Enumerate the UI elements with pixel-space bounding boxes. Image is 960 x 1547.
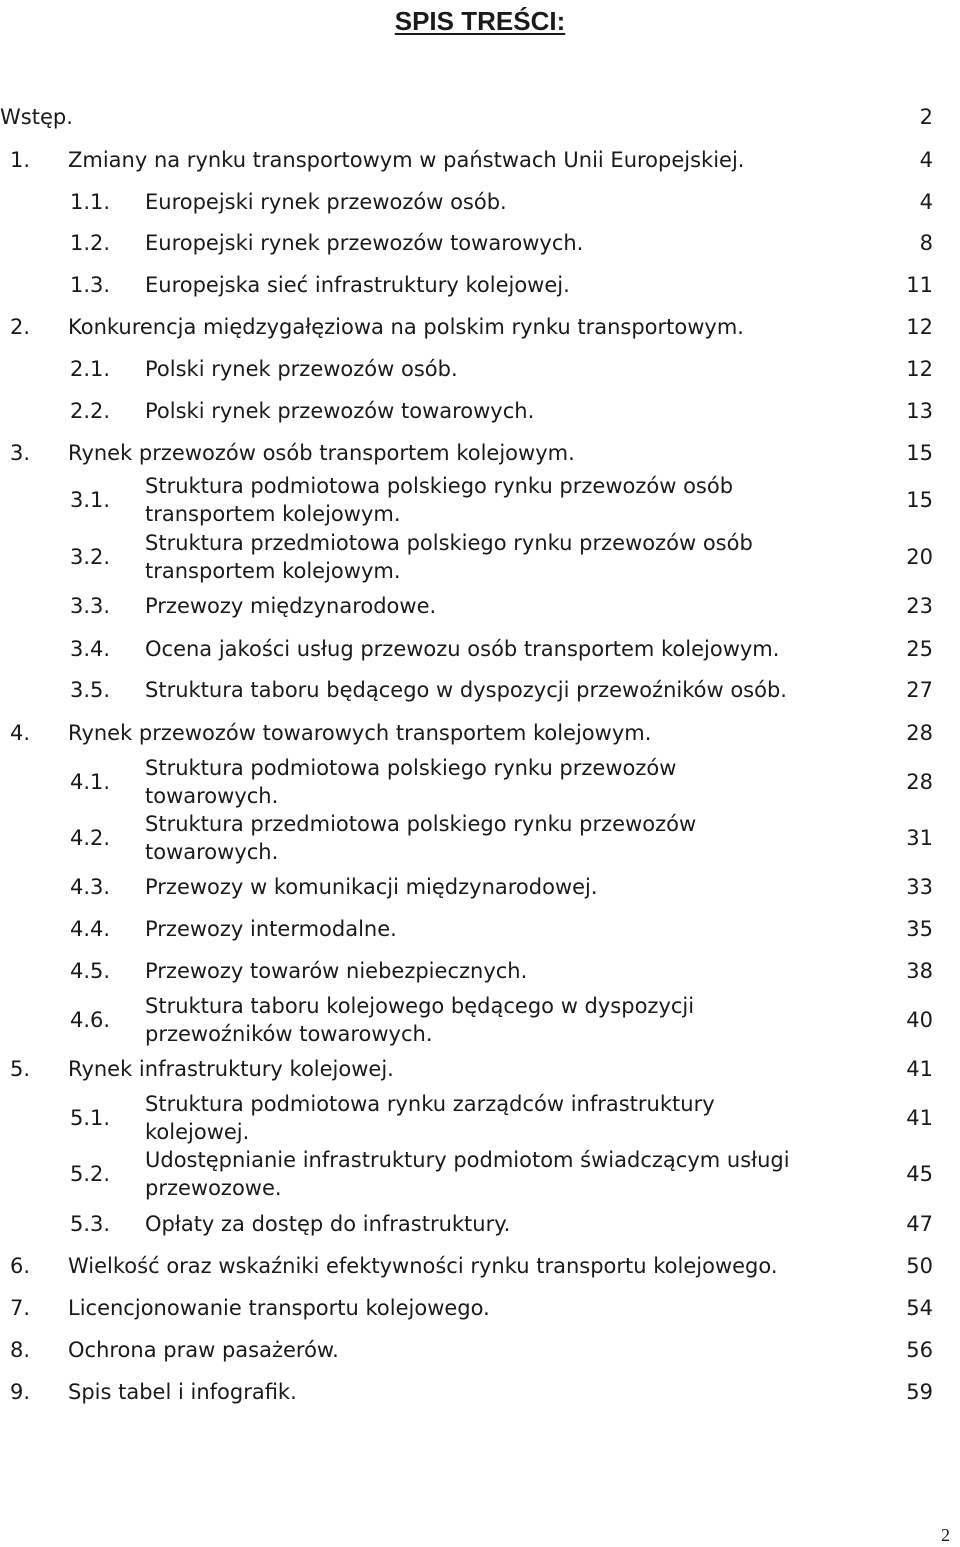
- toc-entry-title-line2: kolejowej.: [145, 1120, 250, 1144]
- toc-entry-title: Przewozy w komunikacji międzynarodowej.: [145, 875, 598, 899]
- toc-entry-title: [145, 1146, 790, 1202]
- toc-entry-page: 38: [906, 959, 933, 983]
- toc-entry: [0, 992, 960, 1048]
- toc-entry-number: 5.: [10, 1057, 31, 1081]
- toc-entry: [0, 676, 960, 704]
- toc-entry-number: 3.1.: [70, 488, 111, 512]
- toc-entry-page: 31: [906, 826, 933, 850]
- toc-entry-page: 33: [906, 875, 933, 899]
- toc-entry-title-line2: transportem kolejowym.: [145, 502, 401, 526]
- toc-entry-number: 3.2.: [70, 545, 111, 569]
- toc-entry: [0, 313, 960, 341]
- toc-entry: [0, 1210, 960, 1238]
- toc-entry-page: 27: [906, 678, 933, 702]
- page-number: 2: [941, 1525, 950, 1545]
- toc-entry: [0, 229, 960, 257]
- toc-entry: [0, 146, 960, 174]
- toc-entry-number: 1.: [10, 148, 31, 172]
- toc-entry-page: 25: [906, 637, 933, 661]
- toc-entry-page: 41: [906, 1057, 933, 1081]
- toc-entry-number: Wstęp.: [0, 105, 73, 129]
- toc-entry: [0, 635, 960, 663]
- toc-entry-title-line2: towarowych.: [145, 840, 279, 864]
- toc-entry-number: 4.4.: [70, 917, 111, 941]
- toc-entry-title: Wielkość oraz wskaźniki efektywności rynku transportu kolejowego.: [68, 1254, 778, 1278]
- toc-entry-title: [145, 810, 696, 866]
- toc-entry-title: Polski rynek przewozów towarowych.: [145, 399, 535, 423]
- toc-entry-page: 35: [906, 917, 933, 941]
- toc-entry-page: 47: [906, 1212, 933, 1236]
- toc-entry-page: 59: [906, 1380, 933, 1404]
- toc-entry: [0, 754, 960, 810]
- toc-entry: [0, 810, 960, 866]
- toc-entry-title: Rynek infrastruktury kolejowej.: [68, 1057, 394, 1081]
- toc-entry-title: Przewozy intermodalne.: [145, 917, 397, 941]
- toc-entry-title: Polski rynek przewozów osób.: [145, 357, 458, 381]
- toc-entry: [0, 1055, 960, 1083]
- toc-entry-page: 28: [906, 770, 933, 794]
- toc-entry-page: 4: [919, 148, 933, 172]
- toc-entry-number: 4.6.: [70, 1008, 111, 1032]
- toc-entry-page: 23: [906, 594, 933, 618]
- toc-entry: [0, 1294, 960, 1322]
- toc-entry-number: 2.1.: [70, 357, 111, 381]
- toc-entry: [0, 439, 960, 467]
- toc-entry-page: 4: [919, 190, 933, 214]
- toc-entry-page: 45: [906, 1162, 933, 1186]
- toc-entry-title-line2: przewozowe.: [145, 1176, 282, 1200]
- toc-entry: [0, 915, 960, 943]
- toc-entry-number: 1.3.: [70, 273, 111, 297]
- toc-entry-title: [145, 1090, 715, 1146]
- toc-entry-title-line2: towarowych.: [145, 784, 279, 808]
- toc-entry-title: Konkurencja międzygałęziowa na polskim rynku transportowym.: [68, 315, 744, 339]
- toc-entry: [0, 188, 960, 216]
- toc-entry-title-line1: Struktura przedmiotowa polskiego rynku przewozów: [145, 812, 697, 836]
- toc-entry-title-line1: Struktura podmiotowa rynku zarządców infrastruktury: [145, 1092, 715, 1116]
- toc-entry: [0, 355, 960, 383]
- toc-entry-number: 3.5.: [70, 678, 111, 702]
- toc-entry-title-line1: Struktura podmiotowa polskiego rynku przewozów osób: [145, 474, 734, 498]
- toc-entry-title: Europejski rynek przewozów towarowych.: [145, 231, 584, 255]
- toc-entry-number: 3.4.: [70, 637, 111, 661]
- toc-entry-number: 4.3.: [70, 875, 111, 899]
- toc-entry-title: [145, 529, 753, 585]
- toc-entry-page: 54: [906, 1296, 933, 1320]
- toc-entry: [0, 1336, 960, 1364]
- toc-entry-number: 4.5.: [70, 959, 111, 983]
- toc-entry-page: 8: [919, 231, 933, 255]
- toc-entry-number: 7.: [10, 1296, 31, 1320]
- toc-entry-title: Europejska sieć infrastruktury kolejowej.: [145, 273, 570, 297]
- toc-entry-page: 2: [919, 105, 933, 129]
- toc-entry-title-line2: przewoźników towarowych.: [145, 1022, 433, 1046]
- toc-entry: [0, 1378, 960, 1406]
- toc-entry: [0, 719, 960, 747]
- toc-entry-page: 15: [906, 488, 933, 512]
- toc-entry-number: 3.: [10, 441, 31, 465]
- toc-entry: [0, 1146, 960, 1202]
- toc-entry-title-line1: Struktura taboru kolejowego będącego w dyspozycji: [145, 994, 695, 1018]
- toc-entry-title: Licencjonowanie transportu kolejowego.: [68, 1296, 490, 1320]
- toc-entry-number: 8.: [10, 1338, 31, 1362]
- toc-entry-page: 12: [906, 315, 933, 339]
- toc-entry: [0, 957, 960, 985]
- toc-entry: [0, 271, 960, 299]
- toc-entry-number: 6.: [10, 1254, 31, 1278]
- toc-entry-number: 5.1.: [70, 1106, 111, 1130]
- toc-entry-page: 56: [906, 1338, 933, 1362]
- toc-entry-title-line1: Struktura podmiotowa polskiego rynku przewozów: [145, 756, 677, 780]
- toc-entry-number: 9.: [10, 1380, 31, 1404]
- toc-entry-page: 28: [906, 721, 933, 745]
- toc-entry: [0, 1252, 960, 1280]
- toc-entry-number: 3.3.: [70, 594, 111, 618]
- toc-entry-page: 40: [906, 1008, 933, 1032]
- toc-entry-page: 50: [906, 1254, 933, 1278]
- toc-entry-number: 4.: [10, 721, 31, 745]
- toc-entry-page: 13: [906, 399, 933, 423]
- toc-entry-number: 5.2.: [70, 1162, 111, 1186]
- toc-entry-title: Opłaty za dostęp do infrastruktury.: [145, 1212, 511, 1236]
- toc-entry-title: Ochrona praw pasażerów.: [68, 1338, 339, 1362]
- toc-entry-title-line2: transportem kolejowym.: [145, 559, 401, 583]
- toc-entry-number: 2.: [10, 315, 31, 339]
- toc-entry: [0, 472, 960, 528]
- toc-entry-title: Rynek przewozów osób transportem kolejowym.: [68, 441, 575, 465]
- toc-entry: [0, 103, 960, 131]
- toc-entry-number: 4.1.: [70, 770, 111, 794]
- toc-entry-page: 15: [906, 441, 933, 465]
- toc-entry-title: Europejski rynek przewozów osób.: [145, 190, 507, 214]
- toc-entry-title-line1: Udostępnianie infrastruktury podmiotom świadczącym usługi: [145, 1148, 790, 1172]
- toc-entry-page: 12: [906, 357, 933, 381]
- toc-entry-title: Przewozy międzynarodowe.: [145, 594, 437, 618]
- toc-entry-title: [145, 754, 676, 810]
- toc-entry-title-line1: Struktura przedmiotowa polskiego rynku przewozów osób: [145, 531, 753, 555]
- toc-entry-title: Zmiany na rynku transportowym w państwach Unii Europejskiej.: [68, 148, 745, 172]
- toc-entry: [0, 1090, 960, 1146]
- toc-entry-number: 4.2.: [70, 826, 111, 850]
- toc-entry-title: [145, 472, 733, 528]
- toc-entry-title: Przewozy towarów niebezpiecznych.: [145, 959, 528, 983]
- toc-entry-page: 11: [906, 273, 933, 297]
- toc-entry: [0, 397, 960, 425]
- toc-entry-page: 41: [906, 1106, 933, 1130]
- toc-entry-page: 20: [906, 545, 933, 569]
- toc-entry: [0, 873, 960, 901]
- toc-entry: [0, 592, 960, 620]
- toc-entry-title: Spis tabel i infografik.: [68, 1380, 297, 1404]
- toc-entry: [0, 529, 960, 585]
- toc-entry-number: 5.3.: [70, 1212, 111, 1236]
- toc-entry-number: 1.1.: [70, 190, 111, 214]
- toc-entry-title: [145, 992, 694, 1048]
- toc-entry-number: 1.2.: [70, 231, 111, 255]
- toc-entry-number: 2.2.: [70, 399, 111, 423]
- toc-entry-title: Ocena jakości usług przewozu osób transportem kolejowym.: [145, 637, 780, 661]
- toc-entry-title: Struktura taboru będącego w dyspozycji przewoźników osób.: [145, 678, 787, 702]
- toc-entry-title: Rynek przewozów towarowych transportem kolejowym.: [68, 721, 652, 745]
- page-title: SPIS TREŚCI:: [394, 6, 566, 36]
